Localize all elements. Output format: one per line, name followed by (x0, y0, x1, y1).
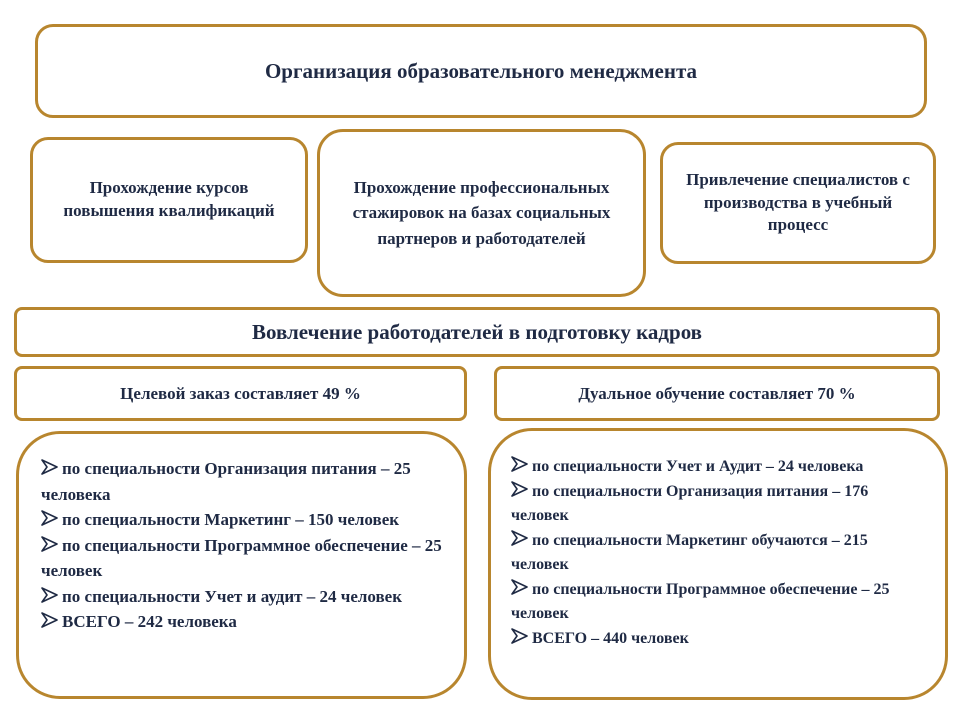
arrow-bullet-icon (511, 628, 528, 644)
arrow-bullet-icon (41, 534, 58, 550)
arrow-bullet-icon (511, 579, 528, 595)
arrow-bullet-icon (41, 610, 58, 626)
dual-training-header: Дуальное обучение составляет 70 % (494, 366, 940, 421)
arrow-bullet-icon (511, 456, 528, 472)
arrow-bullet-icon (41, 585, 58, 601)
target-order-list (16, 431, 467, 699)
box-qualification-courses: Прохождение курсов повышения квалификаций (30, 137, 308, 263)
list-item: по специальности Учет и Аудит – 24 человека (511, 455, 921, 480)
list-item-total: ВСЕГО – 440 человек (511, 627, 921, 652)
list-item: по специальности Программное обеспечение – 25 человек (41, 535, 442, 580)
list-item: по специальности Учет и аудит – 24 человек (41, 584, 444, 610)
target-order-header: Целевой заказ составляет 49 % (14, 366, 467, 421)
list-item: по специальности Программное обеспечение – 25 человек (511, 580, 890, 622)
main-title: Организация образовательного менеджмента (35, 24, 927, 118)
list-item-total: ВСЕГО – 242 человека (41, 609, 444, 635)
employer-involvement-title: Вовлечение работодателей в подготовку кадров (14, 307, 940, 357)
list-item: по специальности Организация питания – 176 человек (511, 482, 869, 524)
box-industry-specialists: Привлечение специалистов с производства в учебный процесс (660, 142, 936, 264)
list-item: по специальности Маркетинг – 150 человек (41, 507, 444, 533)
arrow-bullet-icon (41, 457, 58, 473)
arrow-bullet-icon (511, 481, 528, 497)
dual-training-list (488, 428, 948, 700)
list-item: по специальности Маркетинг обучаются – 215 человек (511, 531, 868, 573)
list-item: по специальности Организация питания – 25 человека (41, 459, 411, 504)
arrow-bullet-icon (41, 508, 58, 524)
box-professional-internships: Прохождение профессиональных стажировок на базах социальных партнеров и работодателей (317, 129, 646, 297)
arrow-bullet-icon (511, 530, 528, 546)
